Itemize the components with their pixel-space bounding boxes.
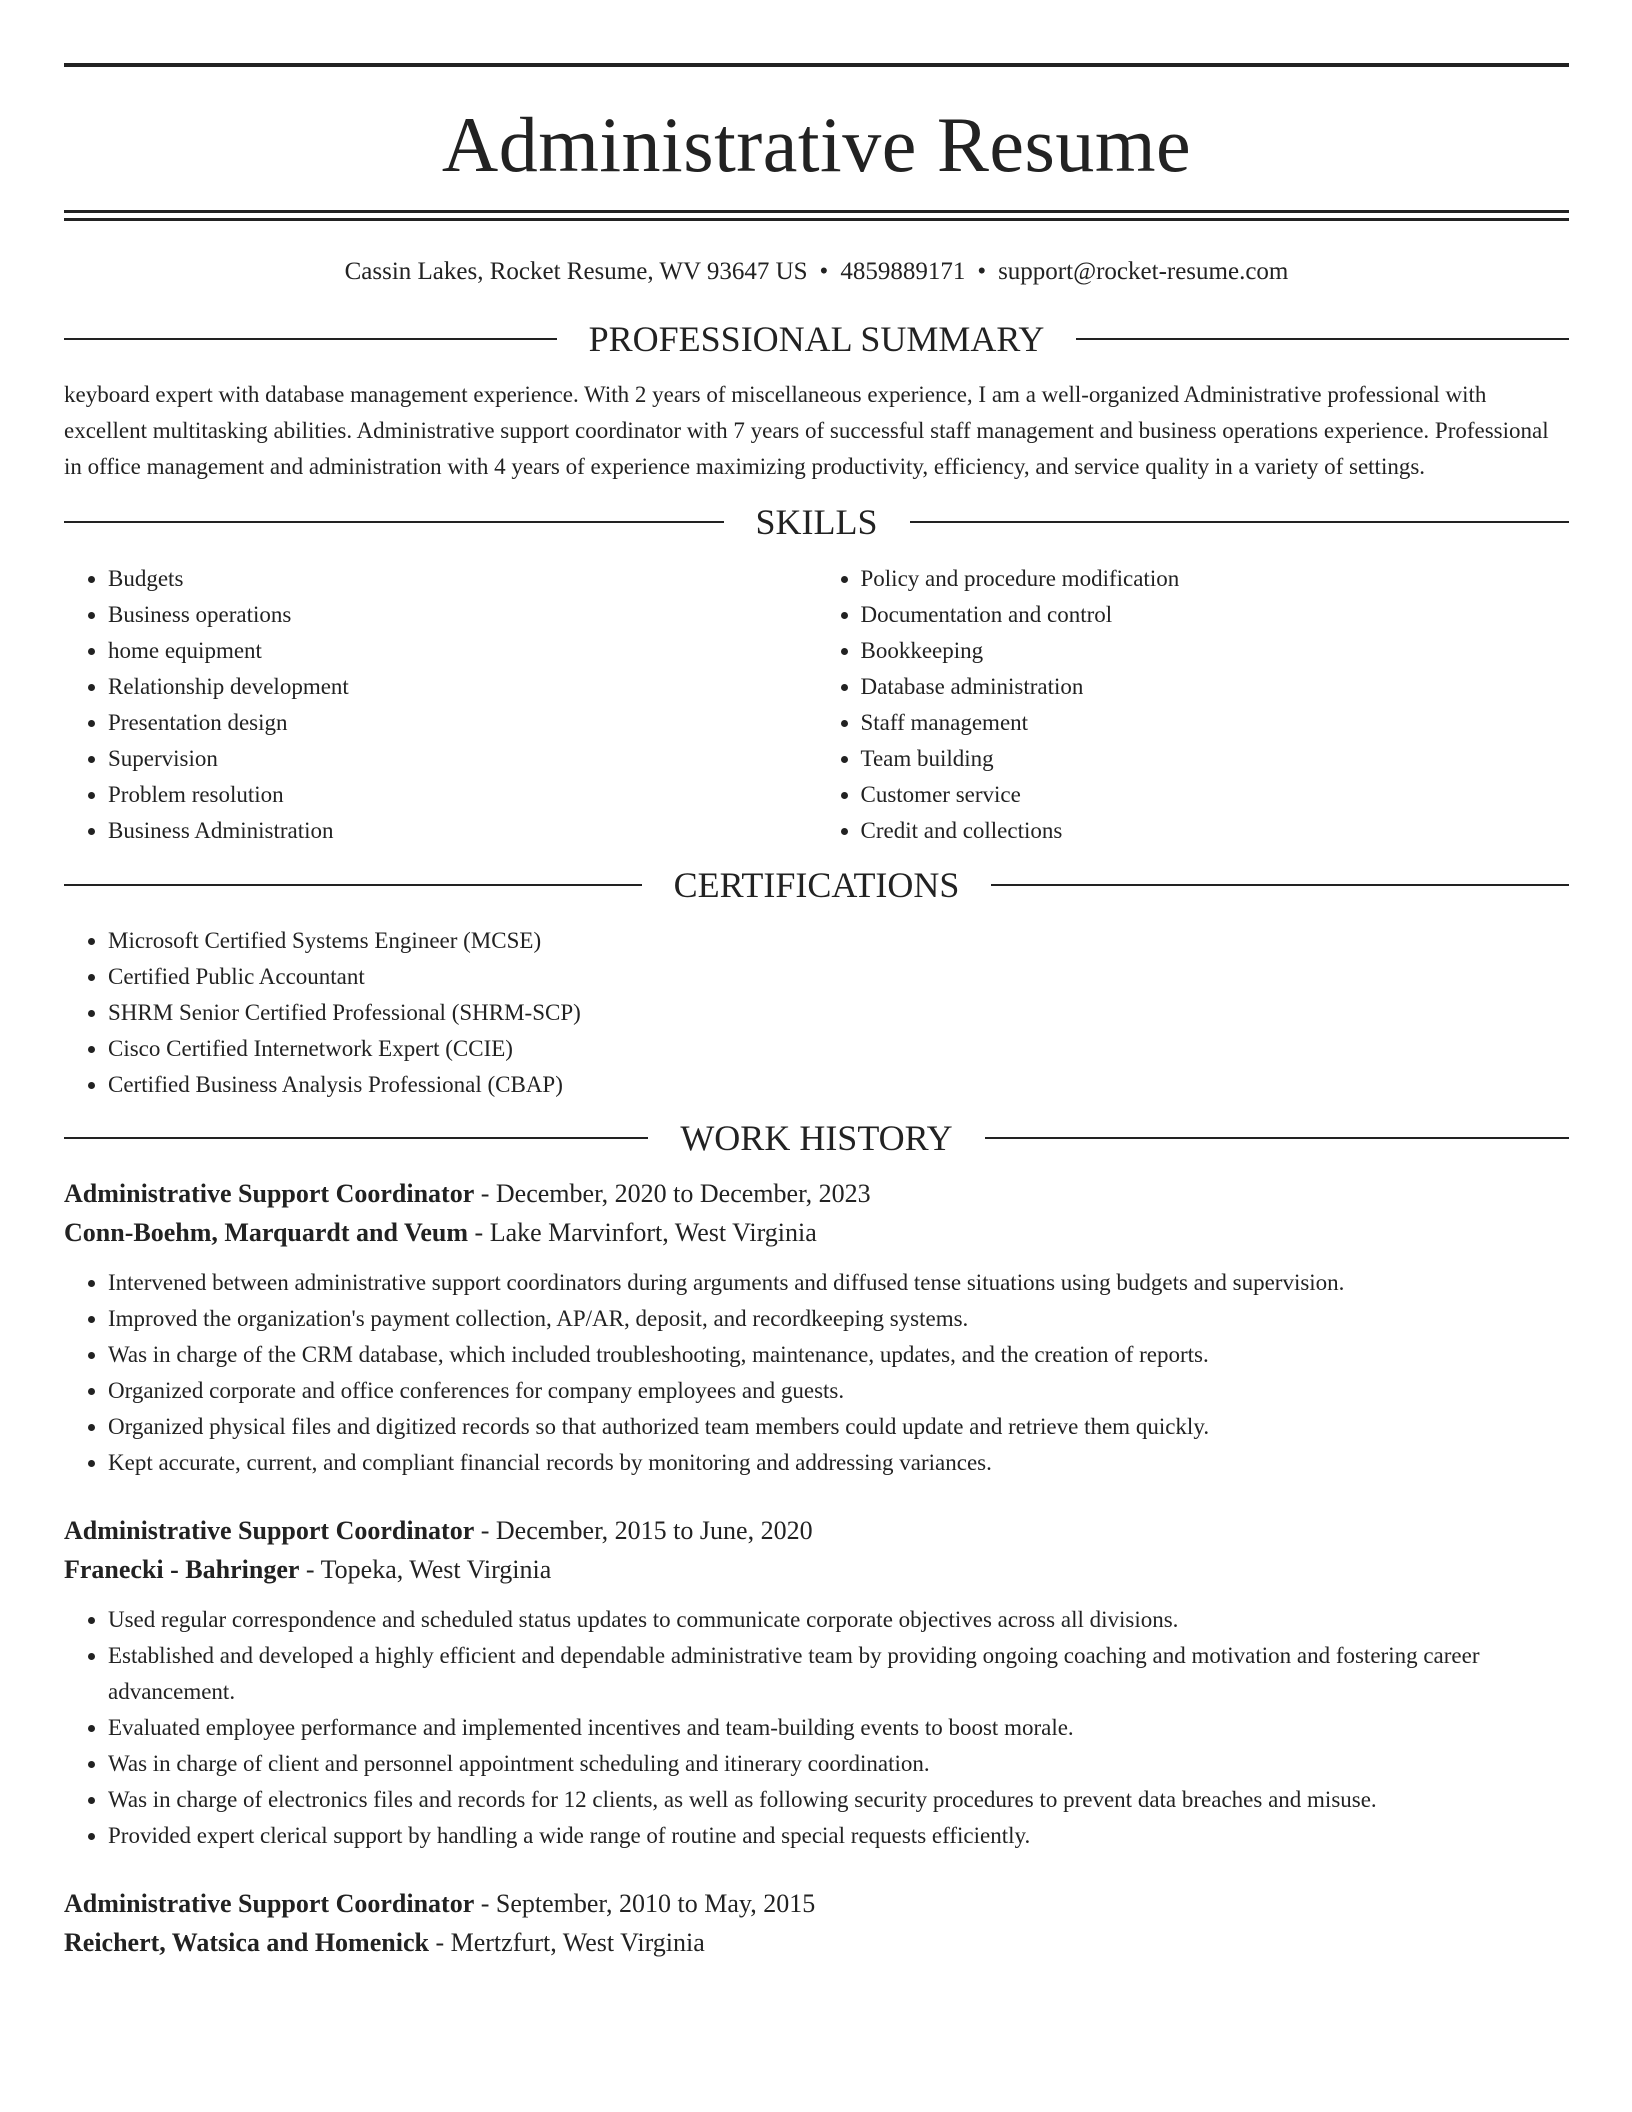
job-duty-item: • Provided expert clerical support by handling a wide range of routine and special requests efficiently. — [108, 1818, 1569, 1854]
job-entry — [64, 1174, 1569, 1481]
job-company-line — [64, 1550, 1569, 1589]
job-entry — [64, 1884, 1569, 1962]
skills-list-right — [817, 561, 1570, 849]
job-duty-item: • Improved the organization's payment collection, AP/AR, deposit, and recordkeeping systems. — [108, 1301, 1569, 1337]
heading-rule — [64, 884, 642, 886]
skill-item: • home equipment — [108, 633, 817, 669]
skill-item: • Documentation and control — [861, 597, 1570, 633]
job-duty-item: • Kept accurate, current, and compliant financial records by monitoring and addressing variances. — [108, 1445, 1569, 1481]
skills-heading: SKILLS — [755, 502, 878, 542]
title-rule-upper — [64, 210, 1569, 213]
job-duty-item: • Was in charge of electronics files and records for 12 clients, as well as following security procedures to prevent data breaches and misuse. — [108, 1782, 1569, 1818]
contact-line — [64, 257, 1569, 287]
heading-rule — [985, 1137, 1569, 1139]
certification-item: • SHRM Senior Certified Professional (SHRM-SCP) — [108, 995, 1569, 1031]
job-title-line — [64, 1884, 1569, 1923]
job-duty-item: • Organized physical files and digitized records so that authorized team members could update and retrieve them quickly. — [108, 1409, 1569, 1445]
skill-item: • Bookkeeping — [861, 633, 1570, 669]
job-duty-item: • Organized corporate and office conferences for company employees and guests. — [108, 1373, 1569, 1409]
job-duties-list — [64, 1602, 1569, 1854]
skill-item: • Budgets — [108, 561, 817, 597]
job-duty-item: • Evaluated employee performance and implemented incentives and team-building events to boost morale. — [108, 1710, 1569, 1746]
contact-phone: 4859889171 — [840, 258, 966, 285]
heading-rule — [1076, 338, 1569, 340]
job-title: Administrative Support Coordinator — [64, 1516, 475, 1545]
top-rule — [64, 63, 1569, 67]
job-duty-item: • Was in charge of client and personnel appointment scheduling and itinerary coordination. — [108, 1746, 1569, 1782]
resume-title: Administrative Resume — [441, 101, 1192, 188]
skill-item: • Supervision — [108, 741, 817, 777]
skill-item: • Presentation design — [108, 705, 817, 741]
skills-section-heading — [64, 502, 1569, 542]
job-entry — [64, 1511, 1569, 1854]
job-location: - Lake Marvinfort, West Virginia — [468, 1218, 817, 1247]
certification-item: • Cisco Certified Internetwork Expert (CCIE) — [108, 1031, 1569, 1067]
skills-columns — [64, 561, 1569, 849]
skill-item: • Customer service — [861, 777, 1570, 813]
job-title: Administrative Support Coordinator — [64, 1179, 475, 1208]
skill-item: • Problem resolution — [108, 777, 817, 813]
job-dates: - December, 2020 to December, 2023 — [474, 1179, 871, 1208]
resume-content — [64, 63, 1569, 1962]
title-rule-lower — [64, 218, 1569, 221]
heading-rule — [64, 1137, 648, 1139]
job-company: Conn-Boehm, Marquardt and Veum — [64, 1218, 469, 1247]
job-company-line — [64, 1213, 1569, 1252]
skill-item: • Staff management — [861, 705, 1570, 741]
skill-item: • Relationship development — [108, 669, 817, 705]
contact-separator: • — [819, 258, 829, 285]
work-history-list — [64, 1174, 1569, 1962]
heading-rule — [910, 521, 1570, 523]
skill-item: • Team building — [861, 741, 1570, 777]
job-company-line — [64, 1923, 1569, 1962]
contact-address: Cassin Lakes, Rocket Resume, WV 93647 US — [344, 258, 808, 285]
summary-text: keyboard expert with database management experience. With 2 years of miscellaneous experience, I am a well-organized Administrative professional with excellent multitasking abilities. Administrative support coordinator with 7 years of successful staff management and business operations experience. Professional in office management and administration with 4 years of experience maximizing productivity, efficiency, and service quality in a variety of settings. — [64, 382, 1549, 479]
contact-email: support@rocket-resume.com — [998, 258, 1289, 285]
work-heading: WORK HISTORY — [680, 1118, 953, 1158]
skill-item: • Policy and procedure modification — [861, 561, 1570, 597]
summary-heading: PROFESSIONAL SUMMARY — [588, 319, 1045, 359]
contact-separator: • — [977, 258, 987, 285]
certifications-heading: CERTIFICATIONS — [673, 865, 960, 905]
skill-item: • Credit and collections — [861, 813, 1570, 849]
certification-item: • Microsoft Certified Systems Engineer (MCSE) — [108, 923, 1569, 959]
heading-rule — [64, 338, 557, 340]
job-company: Reichert, Watsica and Homenick — [64, 1928, 429, 1957]
job-location: - Topeka, West Virginia — [299, 1555, 552, 1584]
heading-rule — [64, 521, 724, 523]
skills-list-left — [64, 561, 817, 849]
heading-rule — [991, 884, 1569, 886]
job-title-line — [64, 1174, 1569, 1213]
job-company: Franecki - Bahringer — [64, 1555, 300, 1584]
certifications-section-heading — [64, 865, 1569, 905]
work-section-heading — [64, 1118, 1569, 1158]
job-duty-item: • Intervened between administrative support coordinators during arguments and diffused tense situations using budgets and supervision. — [108, 1265, 1569, 1301]
job-dates: - December, 2015 to June, 2020 — [474, 1516, 813, 1545]
job-location: - Mertzfurt, West Virginia — [428, 1928, 705, 1957]
job-dates: - September, 2010 to May, 2015 — [474, 1889, 816, 1918]
job-title-line — [64, 1511, 1569, 1550]
certification-item: • Certified Public Accountant — [108, 959, 1569, 995]
job-duty-item: • Used regular correspondence and scheduled status updates to communicate corporate objectives across all divisions. — [108, 1602, 1569, 1638]
certification-item: • Certified Business Analysis Professional (CBAP) — [108, 1067, 1569, 1103]
skill-item: • Business operations — [108, 597, 817, 633]
skill-item: • Business Administration — [108, 813, 817, 849]
skill-item: • Database administration — [861, 669, 1570, 705]
summary-section-heading — [64, 319, 1569, 359]
job-duty-item: • Established and developed a highly efficient and dependable administrative team by providing ongoing coaching and motivation and fostering career advancement. — [108, 1638, 1569, 1710]
job-title: Administrative Support Coordinator — [64, 1889, 475, 1918]
job-duties-list — [64, 1265, 1569, 1481]
job-duty-item: • Was in charge of the CRM database, which included troubleshooting, maintenance, updates, and the creation of reports. — [108, 1337, 1569, 1373]
certifications-list — [64, 923, 1569, 1103]
